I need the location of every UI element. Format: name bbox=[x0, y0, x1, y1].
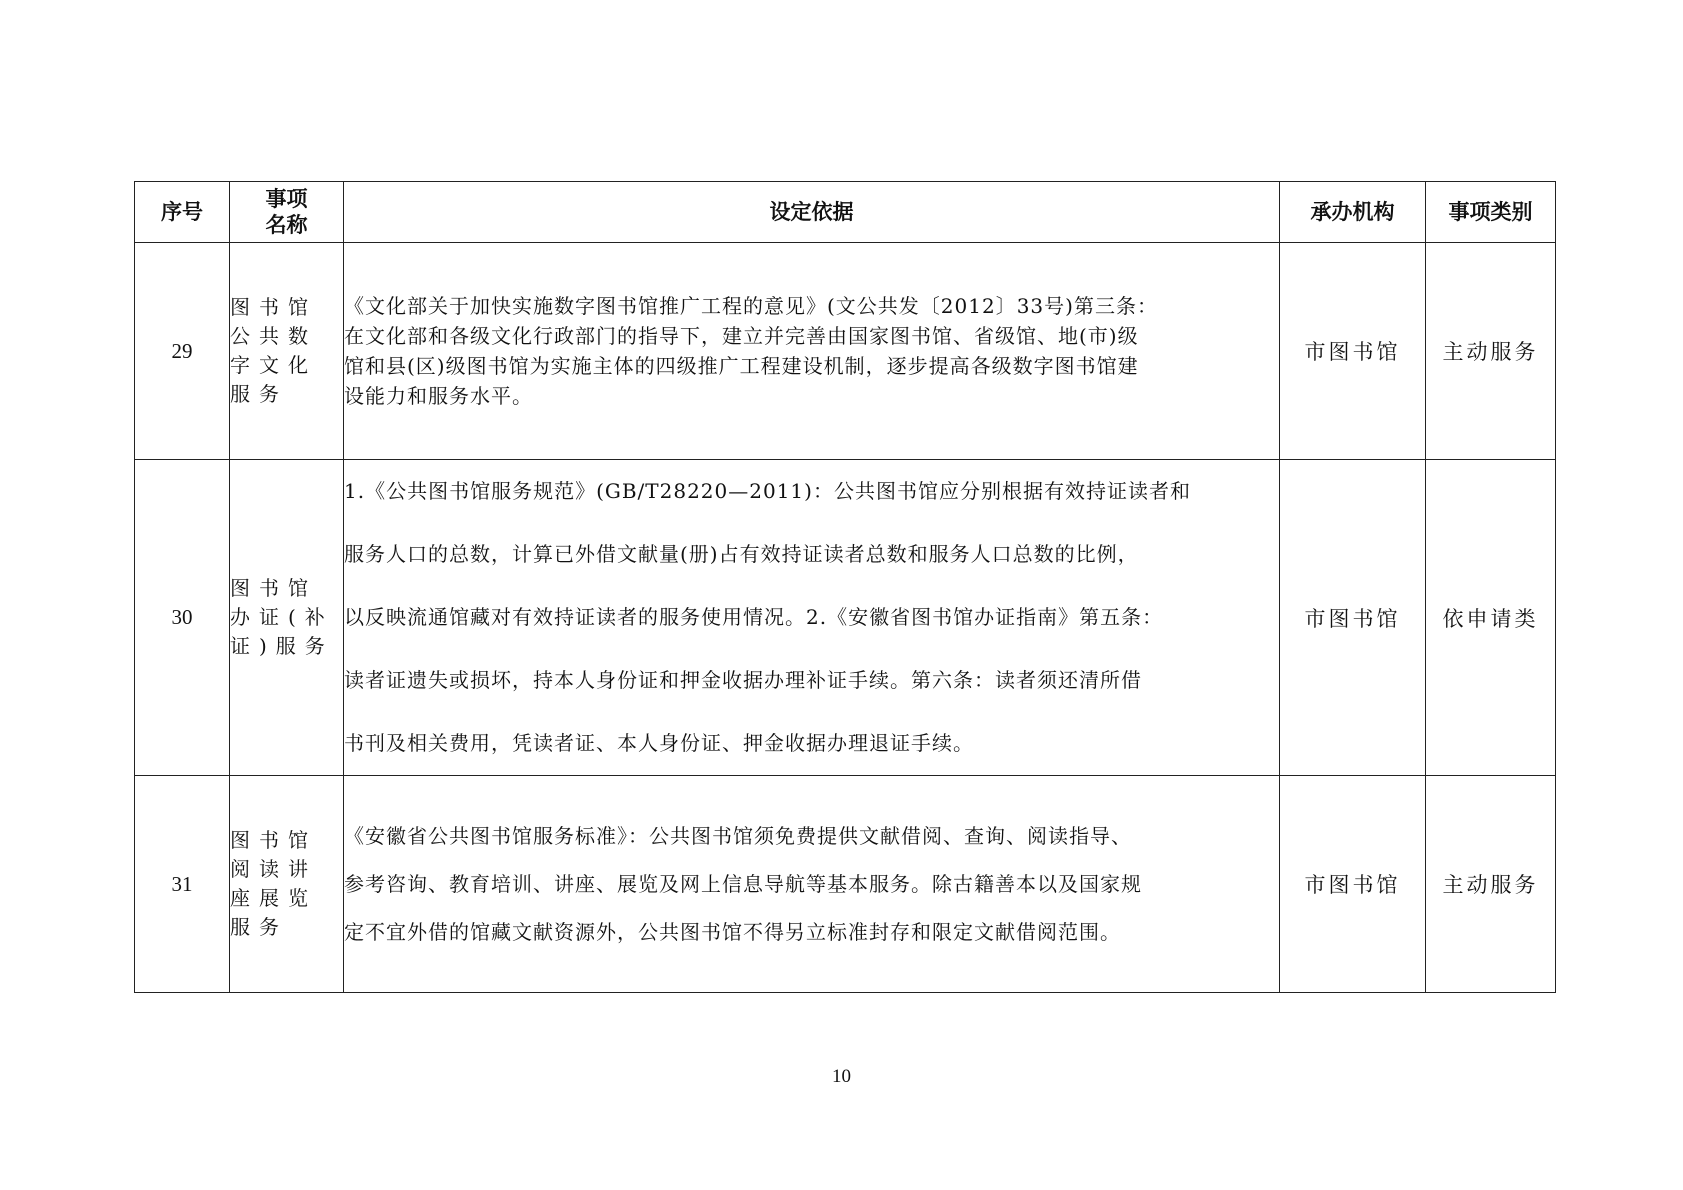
basis-line: 设能力和服务水平。 bbox=[344, 384, 533, 408]
row-org: 市图书馆 bbox=[1280, 776, 1426, 993]
table-row bbox=[135, 460, 1556, 776]
row-org: 市图书馆 bbox=[1280, 460, 1426, 776]
table-header-row bbox=[135, 182, 1556, 243]
row-org: 市图书馆 bbox=[1280, 243, 1426, 460]
basis-line: 馆和县(区)级图书馆为实施主体的四级推广工程建设机制，逐步提高各级数字图书馆建 bbox=[344, 354, 1139, 378]
row-index: 30 bbox=[135, 460, 230, 776]
header-org: 承办机构 bbox=[1280, 182, 1426, 243]
basis-line: 在文化部和各级文化行政部门的指导下，建立并完善由国家图书馆、省级馆、地(市)级 bbox=[344, 324, 1139, 348]
basis-line: 参考咨询、教育培训、讲座、展览及网上信息导航等基本服务。除古籍善本以及国家规 bbox=[344, 872, 1142, 896]
item-name-line: 字文化 bbox=[230, 353, 317, 377]
basis-line: 定不宜外借的馆藏文献资源外，公共图书馆不得另立标准封存和限定文献借阅范围。 bbox=[344, 920, 1121, 944]
row-basis bbox=[344, 460, 1280, 776]
table-row bbox=[135, 243, 1556, 460]
basis-line: 读者证遗失或损坏，持本人身份证和押金收据办理补证手续。第六条：读者须还清所借 bbox=[344, 668, 1142, 692]
item-name-line: 公共数 bbox=[230, 324, 317, 348]
item-name-line: 证)服务 bbox=[230, 634, 334, 658]
item-name-line: 图书馆 bbox=[230, 295, 317, 319]
item-name-line: 办证(补 bbox=[230, 605, 334, 629]
row-category: 依申请类 bbox=[1426, 460, 1556, 776]
row-index: 29 bbox=[135, 243, 230, 460]
page-number: 10 bbox=[832, 1066, 851, 1087]
row-index: 31 bbox=[135, 776, 230, 993]
row-item-name bbox=[230, 243, 344, 460]
row-basis bbox=[344, 776, 1280, 993]
row-item-name bbox=[230, 776, 344, 993]
row-category: 主动服务 bbox=[1426, 243, 1556, 460]
row-category: 主动服务 bbox=[1426, 776, 1556, 993]
header-index: 序号 bbox=[135, 182, 230, 243]
item-name-line: 阅读讲 bbox=[230, 857, 317, 881]
service-items-table bbox=[134, 181, 1556, 993]
row-basis bbox=[344, 243, 1280, 460]
item-name-line: 服务 bbox=[230, 915, 288, 939]
basis-line: 以反映流通馆藏对有效持证读者的服务使用情况。2.《安徽省图书馆办证指南》第五条： bbox=[344, 605, 1164, 629]
header-name bbox=[230, 182, 344, 243]
basis-line: 1.《公共图书馆服务规范》(GB/T28220—2011)：公共图书馆应分别根据有效持证读者和 bbox=[344, 479, 1191, 503]
item-name-line: 服务 bbox=[230, 382, 288, 406]
basis-line: 书刊及相关费用，凭读者证、本人身份证、押金收据办理退证手续。 bbox=[344, 731, 974, 755]
basis-line: 《文化部关于加快实施数字图书馆推广工程的意见》(文公共发〔2012〕33号)第三条： bbox=[344, 294, 1158, 318]
header-name-line2: 名称 bbox=[265, 213, 308, 237]
basis-line: 服务人口的总数，计算已外借文献量(册)占有效持证读者总数和服务人口总数的比例， bbox=[344, 542, 1139, 566]
item-name-line: 座展览 bbox=[230, 886, 317, 910]
item-name-line: 图书馆 bbox=[230, 576, 317, 600]
header-category: 事项类别 bbox=[1426, 182, 1556, 243]
basis-line: 《安徽省公共图书馆服务标准》：公共图书馆须免费提供文献借阅、查询、阅读指导、 bbox=[344, 824, 1132, 848]
table-row bbox=[135, 776, 1556, 993]
header-basis: 设定依据 bbox=[344, 182, 1280, 243]
header-name-line1: 事项 bbox=[265, 187, 308, 211]
item-name-line: 图书馆 bbox=[230, 828, 317, 852]
row-item-name bbox=[230, 460, 344, 776]
